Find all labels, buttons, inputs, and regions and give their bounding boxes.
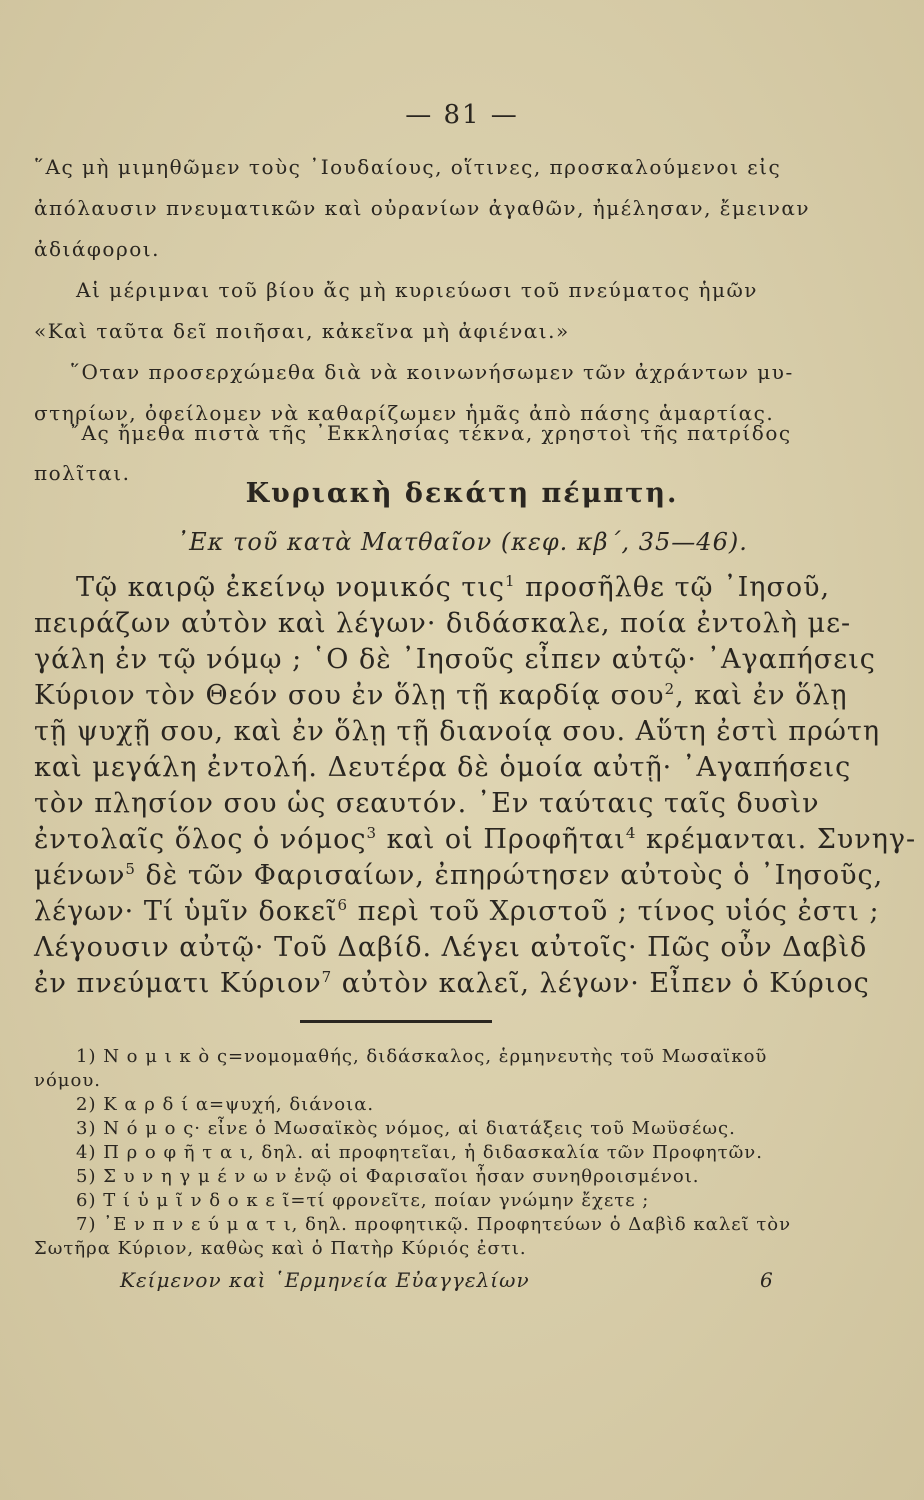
footnote-divider xyxy=(300,1020,492,1023)
footnote: νόμου. xyxy=(34,1070,101,1091)
main-line: γάλη ἐν τῷ νόμῳ ; ῾Ο δὲ ᾿Ιησοῦς εἶπεν αὐτῷ· ᾿Αγαπήσεις xyxy=(34,644,876,675)
footnote: 4) Π ρ ο φ ῆ τ α ι, δηλ. αἱ προφητεῖαι, ἡ διδασκαλία τῶν Προφητῶν. xyxy=(76,1142,763,1163)
main-line: λέγων· Τί ὑμῖν δοκεῖ$^6$ περὶ τοῦ Χριστοῦ ; τίνος υἱός ἐστι ; xyxy=(34,896,880,927)
footnote: 7) ᾿Ε ν π ν ε ύ μ α τ ι, δηλ. προφητικῷ. Προφητεύων ὁ Δαβὶδ καλεῖ τὸν xyxy=(76,1214,792,1235)
main-line: μένων$^5$ δὲ τῶν Φαρισαίων, ἐπηρώτησεν αὐτοὺς ὁ ᾿Ιησοῦς, xyxy=(34,860,884,891)
section-title: Κυριακὴ δεκάτη πέμπτη. xyxy=(245,478,679,509)
footnote: 6) Τ ί ὑ μ ῖ ν δ ο κ ε ῖ=τί φρονεῖτε, ποίαν γνώμην ἔχετε ; xyxy=(76,1190,650,1211)
footer-title: Κείμενον καὶ ῾Ερμηνεία Εὐαγγελίων xyxy=(120,1268,530,1292)
footnote: 2) Κ α ρ δ ί α=ψυχή, διάνοια. xyxy=(76,1094,375,1115)
main-line: πειράζων αὐτὸν καὶ λέγων· διδάσκαλε, ποία ἐντολὴ με- xyxy=(34,608,852,639)
intro-line: ῞Οταν προσερχώμεθα διὰ νὰ κοινωνήσωμεν τῶν ἀχράντων μυ- xyxy=(70,360,794,384)
footnote: 3) Ν ό μ ο ς· εἶνε ὁ Μωσαϊκὸς νόμος, αἱ διατάξεις τοῦ Μωϋσέως. xyxy=(76,1118,736,1139)
main-line: Κύριον τὸν Θεόν σου ἐν ὅλῃ τῇ καρδίᾳ σου$^2$, καὶ ἐν ὅλῃ xyxy=(34,680,848,711)
footnote: 5) Σ υ ν η γ μ έ ν ω ν ἐνῷ οἱ Φαρισαῖοι ἦσαν συνηθροισμένοι. xyxy=(76,1166,700,1187)
footnote: Σωτῆρα Κύριον, καθὼς καὶ ὁ Πατὴρ Κύριός ἐστι. xyxy=(34,1238,527,1259)
signature-mark: 6 xyxy=(760,1268,773,1292)
footnote: 1) Ν ο μ ι κ ὸ ς=νομομαθής, διδάσκαλος, ἑρμηνευτὴς τοῦ Μωσαϊκοῦ xyxy=(76,1046,768,1067)
main-line: Τῷ καιρῷ ἐκείνῳ νομικός τις$^1$ προσῆλθε τῷ ᾿Ιησοῦ, xyxy=(76,572,831,603)
main-line: τὸν πλησίον σου ὡς σεαυτόν. ᾿Εν ταύταις ταῖς δυσὶν xyxy=(34,788,820,819)
intro-line: ῎Ας ἤμεθα πιστὰ τῆς ᾿Εκκλησίας τέκνα, χρηστοὶ τῆς πατρίδος xyxy=(70,421,792,445)
intro-line: ἀπόλαυσιν πνευματικῶν καὶ οὐρανίων ἀγαθῶν, ἠμέλησαν, ἔμειναν xyxy=(34,196,811,220)
page-number: — 81 — xyxy=(405,100,519,130)
intro-line: Αἱ μέριμναι τοῦ βίου ἄς μὴ κυριεύωσι τοῦ πνεύματος ἡμῶν xyxy=(76,278,758,302)
intro-line: ἀδιάφοροι. xyxy=(34,237,160,261)
main-line: ἐντολαῖς ὅλος ὁ νόμος$^3$ καὶ οἱ Προφῆται$^4$ κρέμανται. Συνηγ- xyxy=(34,824,917,855)
main-line: Λέγουσιν αὐτῷ· Τοῦ Δαβίδ. Λέγει αὐτοῖς· Πῶς οὖν Δαβὶδ xyxy=(34,932,868,963)
main-line: τῇ ψυχῇ σου, καὶ ἐν ὅλῃ τῇ διανοίᾳ σου. Αὕτη ἐστὶ πρώτη xyxy=(34,716,881,747)
intro-line: ῞Ας μὴ μιμηθῶμεν τοὺς ᾿Ιουδαίους, οἵτινες, προσκαλούμενοι εἰς xyxy=(34,155,782,179)
intro-line: στηρίων, ὀφείλομεν νὰ καθαρίζωμεν ἡμᾶς ἀπὸ πάσης ἁμαρτίας. xyxy=(34,401,775,425)
intro-line: πολῖται. xyxy=(34,461,131,485)
intro-line: «Καὶ ταῦτα δεῖ ποιῆσαι, κἀκεῖνα μὴ ἀφιέναι.» xyxy=(34,319,570,343)
main-line: ἐν πνεύματι Κύριον$^7$ αὐτὸν καλεῖ, λέγων· Εἶπεν ὁ Κύριος xyxy=(34,968,870,999)
section-subtitle: ᾿Εκ τοῦ κατὰ Ματθαῖον (κεφ. κβ΄, 35—46). xyxy=(176,528,748,556)
main-line: καὶ μεγάλη ἐντολή. Δευτέρα δὲ ὁμοία αὐτῇ· ᾿Αγαπήσεις xyxy=(34,752,852,783)
